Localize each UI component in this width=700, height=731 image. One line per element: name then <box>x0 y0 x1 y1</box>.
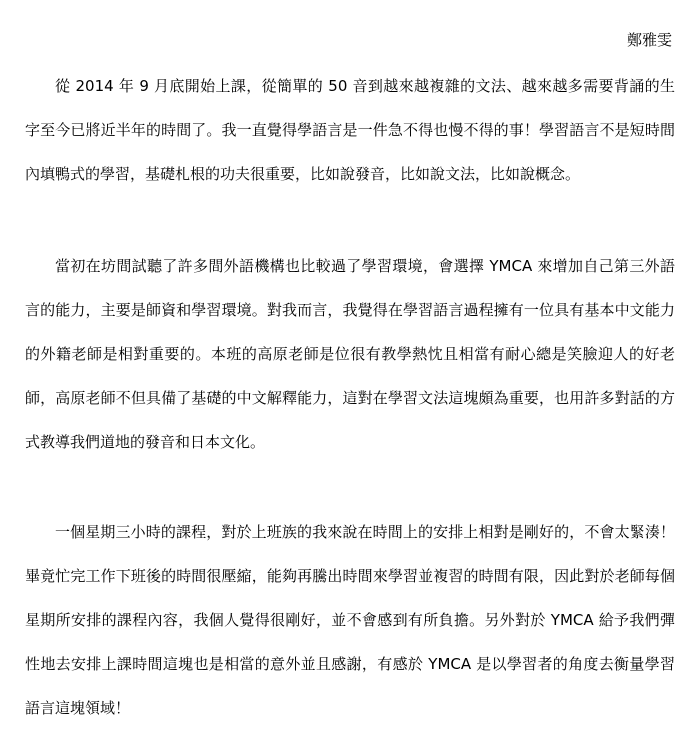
author-name: 鄭雅雯 <box>626 31 672 49</box>
paragraph-1: 從 2014 年 9 月底開始上課，從簡單的 50 音到越來越複雜的文法、越來越多需要背誦的生字至今已將近半年的時間了。我一直覺得學語言是一件急不得也慢不得的事！學習語言不是短時間內填鴨式的學習，基礎札根的功夫很重要，比如說發音，比如說文法，比如說概念。 <box>25 77 675 183</box>
paragraph-2: 當初在坊間試聽了許多間外語機構也比較過了學習環境，會選擇 YMCA 來增加自己第三外語言的能力，主要是師資和學習環境。對我而言，我覺得在學習語言過程擁有一位具有基本中文能力的外籍老師是相對重要的。本班的高原老師是位很有教學熱忱且相當有耐心總是笑臉迎人的好老師，高原老師不但具備了基礎的中文解釋能力，這對在學習文法這塊頗為重要，也用許多對話的方式教導我們道地的發音和日本文化。 <box>25 257 675 451</box>
paragraph-3: 一個星期三小時的課程，對於上班族的我來說在時間上的安排上相對是剛好的，不會太緊湊！畢竟忙完工作下班後的時間很壓縮，能夠再騰出時間來學習並複習的時間有限，因此對於老師每個星期所安排的課程內容，我個人覺得很剛好，並不會感到有所負擔。另外對於 YMCA 給予我們彈性地去安排上課時間這塊也是相當的意外並且感謝，有感於 YMCA 是以學習者的角度去衡量學習語言這塊領域！ <box>25 523 675 717</box>
